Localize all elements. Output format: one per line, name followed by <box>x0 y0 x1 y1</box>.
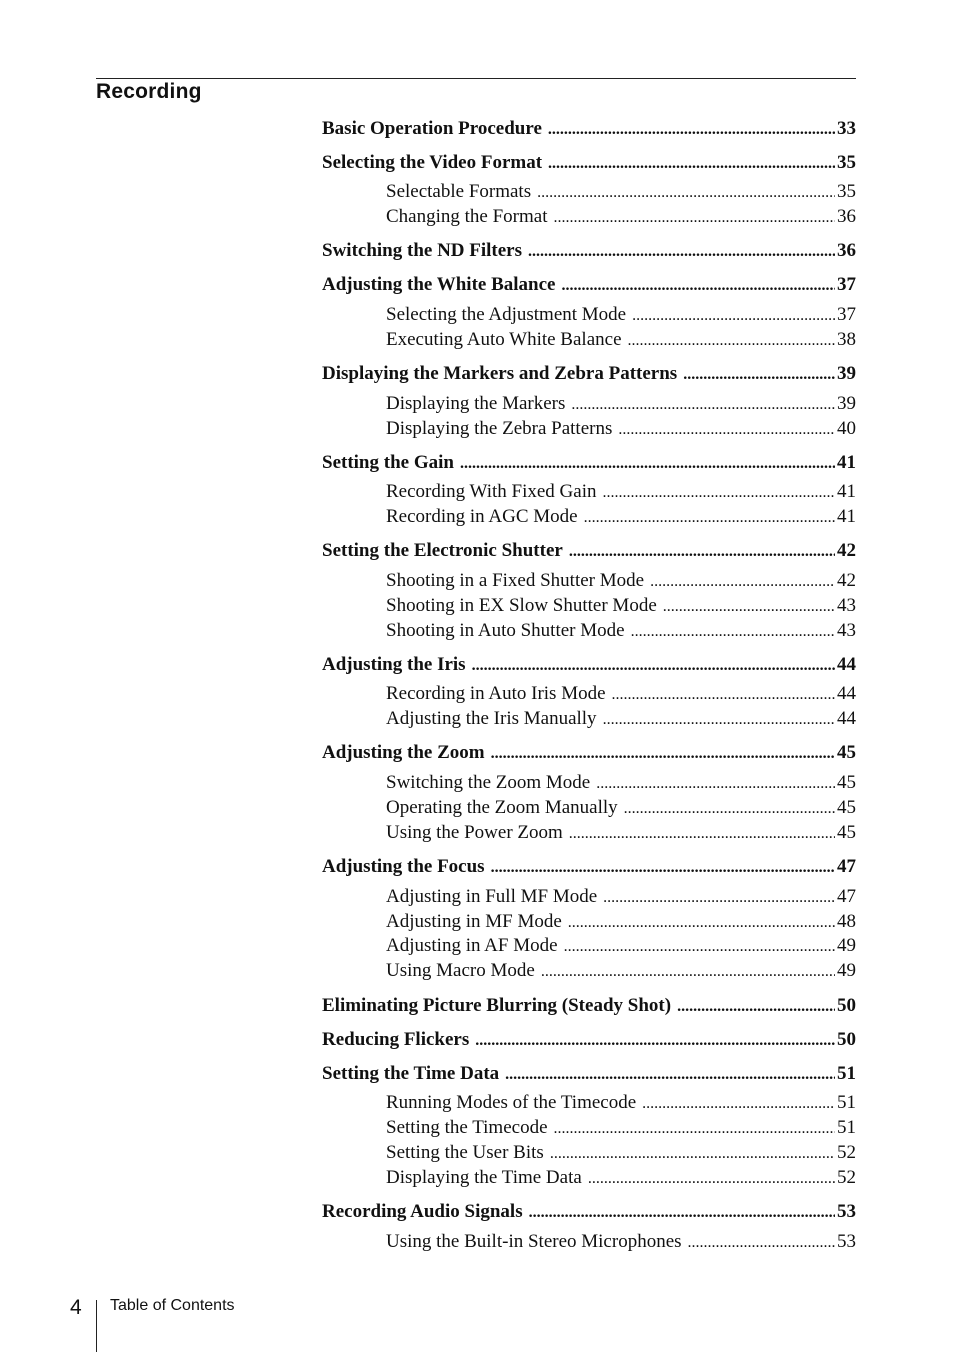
toc-entry-label: Setting the Timecode <box>386 1117 548 1138</box>
toc-entry-label: Setting the Time Data <box>322 1063 500 1084</box>
toc-leader-dots <box>491 745 835 763</box>
page-number: 4 <box>70 1296 82 1319</box>
toc-leader-dots <box>603 889 835 907</box>
toc-entry-main[interactable] <box>322 654 856 676</box>
toc-leader-dots <box>571 396 835 414</box>
toc-entry-sub[interactable] <box>386 1117 856 1139</box>
toc-leader-dots <box>568 914 835 932</box>
toc-entry-sub[interactable] <box>386 181 856 203</box>
toc-entry-page: 45 <box>837 772 856 793</box>
toc-entry-page: 42 <box>837 570 856 591</box>
toc-leader-dots <box>491 859 835 877</box>
toc-leader-dots <box>624 800 835 818</box>
toc-leader-dots <box>642 1095 835 1113</box>
toc-entry-label: Displaying the Markers and Zebra Patterns <box>322 363 678 384</box>
toc-entry-main[interactable] <box>322 1029 856 1051</box>
toc-entry-label: Using Macro Mode <box>386 960 535 981</box>
toc-leader-dots <box>596 775 835 793</box>
toc-leader-dots <box>603 484 836 502</box>
toc-entry-label: Reducing Flickers <box>322 1029 470 1050</box>
toc-leader-dots <box>603 711 835 729</box>
toc-entry-page: 52 <box>837 1167 856 1188</box>
toc-entry-page: 37 <box>837 274 856 295</box>
toc-leader-dots <box>554 1120 836 1138</box>
toc-entry-sub[interactable] <box>386 1142 856 1164</box>
toc-entry-label: Setting the Gain <box>322 452 454 473</box>
toc-entry-label: Displaying the Zebra Patterns <box>386 418 613 439</box>
toc-entry-label: Adjusting the Focus <box>322 856 485 877</box>
toc-entry-label: Basic Operation Procedure <box>322 118 542 139</box>
toc-leader-dots <box>541 963 835 981</box>
toc-leader-dots <box>537 184 835 202</box>
toc-entry-label: Selectable Formats <box>386 181 532 202</box>
toc-entry-label: Using the Power Zoom <box>386 822 563 843</box>
toc-entry-label: Displaying the Markers <box>386 393 566 414</box>
toc-entry-main[interactable] <box>322 540 856 562</box>
toc-entry-label: Adjusting the Zoom <box>322 742 485 763</box>
toc-entry-main[interactable] <box>322 1063 856 1085</box>
toc-entry-label: Using the Built-in Stereo Microphones <box>386 1231 682 1252</box>
toc-entry-sub[interactable] <box>386 708 856 730</box>
toc-entry-label: Running Modes of the Timecode <box>386 1092 637 1113</box>
toc-entry-sub[interactable] <box>386 481 856 503</box>
toc-leader-dots <box>618 421 835 439</box>
toc-leader-dots <box>505 1066 835 1084</box>
toc-entry-sub[interactable] <box>386 329 856 351</box>
toc-entry-page: 35 <box>837 181 856 202</box>
toc-leader-dots <box>650 573 835 591</box>
toc-leader-dots <box>550 1145 835 1163</box>
toc-entry-page: 52 <box>837 1142 856 1163</box>
toc-entry-label: Switching the ND Filters <box>322 240 523 261</box>
toc-leader-dots <box>553 209 835 227</box>
toc-entry-label: Selecting the Adjustment Mode <box>386 304 627 325</box>
toc-leader-dots <box>460 455 835 473</box>
toc-entry-page: 41 <box>837 481 856 502</box>
toc-leader-dots <box>548 121 835 139</box>
toc-entry-sub[interactable] <box>386 506 856 528</box>
toc-entry-label: Adjusting the Iris <box>322 654 466 675</box>
toc-entry-sub[interactable] <box>386 772 856 794</box>
toc-entry-page: 44 <box>837 654 856 675</box>
toc-entry-page: 45 <box>837 797 856 818</box>
toc-entry-label: Recording in Auto Iris Mode <box>386 683 606 704</box>
toc-entry-sub[interactable] <box>386 1167 856 1189</box>
toc-entry-label: Adjusting the Iris Manually <box>386 708 597 729</box>
toc-leader-dots <box>569 825 835 843</box>
toc-entry-page: 42 <box>837 540 856 561</box>
toc-leader-dots <box>569 543 835 561</box>
toc-entry-page: 35 <box>837 152 856 173</box>
footer-label: Table of Contents <box>110 1297 235 1314</box>
toc-leader-dots <box>472 657 835 675</box>
toc-entry-label: Adjusting the White Balance <box>322 274 556 295</box>
toc-leader-dots <box>612 686 835 704</box>
toc-entry-main[interactable] <box>322 152 856 174</box>
toc-entry-main[interactable] <box>322 856 856 878</box>
toc-entry-sub[interactable] <box>386 960 856 982</box>
toc-leader-dots <box>529 1204 835 1222</box>
toc-entry-sub[interactable] <box>386 418 856 440</box>
toc-entry-label: Shooting in a Fixed Shutter Mode <box>386 570 645 591</box>
footer-divider <box>96 1300 97 1352</box>
toc-entry-page: 39 <box>837 393 856 414</box>
toc-entry-page: 40 <box>837 418 856 439</box>
toc-entry-sub[interactable] <box>386 683 856 705</box>
toc-entry-page: 44 <box>837 708 856 729</box>
toc-entry-sub[interactable] <box>386 911 856 933</box>
toc-entry-page: 47 <box>837 856 856 877</box>
toc-entry-page: 33 <box>837 118 856 139</box>
toc-entry-page: 53 <box>837 1231 856 1252</box>
toc-entry-label: Changing the Format <box>386 206 548 227</box>
toc-entry-page: 41 <box>837 452 856 473</box>
toc-entry-page: 47 <box>837 886 856 907</box>
toc-entry-label: Recording Audio Signals <box>322 1201 523 1222</box>
toc-entry-label: Recording in AGC Mode <box>386 506 578 527</box>
toc-entry-page: 48 <box>837 911 856 932</box>
toc-entry-main[interactable] <box>322 274 856 296</box>
toc-entry-sub[interactable] <box>386 206 856 228</box>
toc-leader-dots <box>632 307 835 325</box>
toc-entry-main[interactable] <box>322 1201 856 1223</box>
toc-entry-label: Executing Auto White Balance <box>386 329 622 350</box>
toc-entry-sub[interactable] <box>386 935 856 957</box>
toc-entry-sub[interactable] <box>386 797 856 819</box>
toc-entry-page: 49 <box>837 935 856 956</box>
toc-leader-dots <box>628 332 836 350</box>
toc-leader-dots <box>584 509 835 527</box>
toc-entry-label: Setting the User Bits <box>386 1142 544 1163</box>
toc-entry-label: Displaying the Time Data <box>386 1167 582 1188</box>
toc-entry-label: Adjusting in MF Mode <box>386 911 562 932</box>
toc-entry-sub[interactable] <box>386 620 856 642</box>
toc-entry-main[interactable] <box>322 742 856 764</box>
toc-entry-page: 51 <box>837 1117 856 1138</box>
toc-entry-page: 36 <box>837 240 856 261</box>
toc-entry-page: 49 <box>837 960 856 981</box>
toc-entry-label: Shooting in EX Slow Shutter Mode <box>386 595 657 616</box>
toc-entry-page: 45 <box>837 742 856 763</box>
toc-entry-page: 51 <box>837 1092 856 1113</box>
toc-leader-dots <box>561 277 835 295</box>
toc-entry-main[interactable] <box>322 240 856 262</box>
toc-entry-page: 50 <box>837 995 856 1016</box>
toc-entry-label: Switching the Zoom Mode <box>386 772 591 793</box>
toc-entry-sub[interactable] <box>386 822 856 844</box>
toc-entry-main[interactable] <box>322 363 856 385</box>
toc-entry-label: Eliminating Picture Blurring (Steady Shot) <box>322 995 672 1016</box>
toc-entry-label: Operating the Zoom Manually <box>386 797 618 818</box>
toc-entry-label: Setting the Electronic Shutter <box>322 540 563 561</box>
toc-entry-main[interactable] <box>322 118 856 140</box>
toc-leader-dots <box>631 623 835 641</box>
toc-entry-label: Shooting in Auto Shutter Mode <box>386 620 625 641</box>
toc-entry-page: 41 <box>837 506 856 527</box>
toc-leader-dots <box>677 998 835 1016</box>
toc-entry-page: 44 <box>837 683 856 704</box>
toc-entry-sub[interactable] <box>386 304 856 326</box>
toc-entry-label: Selecting the Video Format <box>322 152 543 173</box>
toc-leader-dots <box>528 243 835 261</box>
toc-leader-dots <box>564 938 835 956</box>
toc-leader-dots <box>688 1234 835 1252</box>
toc-entry-sub[interactable] <box>386 570 856 592</box>
toc-entry-label: Recording With Fixed Gain <box>386 481 597 502</box>
toc-entry-page: 43 <box>837 620 856 641</box>
toc-entry-page: 39 <box>837 363 856 384</box>
section-title: Recording <box>96 80 202 103</box>
toc-entry-sub[interactable] <box>386 1231 856 1253</box>
toc-entry-sub[interactable] <box>386 393 856 415</box>
toc-leader-dots <box>683 366 835 384</box>
toc-entry-label: Adjusting in Full MF Mode <box>386 886 598 907</box>
toc-leader-dots <box>663 598 835 616</box>
toc-entry-page: 38 <box>837 329 856 350</box>
toc-leader-dots <box>475 1032 835 1050</box>
toc-entry-main[interactable] <box>322 995 856 1017</box>
toc-entry-page: 45 <box>837 822 856 843</box>
toc-entry-page: 37 <box>837 304 856 325</box>
toc-entry-page: 50 <box>837 1029 856 1050</box>
toc-entry-page: 43 <box>837 595 856 616</box>
toc-entry-page: 36 <box>837 206 856 227</box>
toc-entry-sub[interactable] <box>386 886 856 908</box>
toc-entry-main[interactable] <box>322 452 856 474</box>
toc-entry-page: 53 <box>837 1201 856 1222</box>
toc-leader-dots <box>588 1170 835 1188</box>
toc-entry-sub[interactable] <box>386 1092 856 1114</box>
toc-entry-sub[interactable] <box>386 595 856 617</box>
toc-entry-page: 51 <box>837 1063 856 1084</box>
toc-leader-dots <box>548 155 835 173</box>
toc-entry-label: Adjusting in AF Mode <box>386 935 558 956</box>
